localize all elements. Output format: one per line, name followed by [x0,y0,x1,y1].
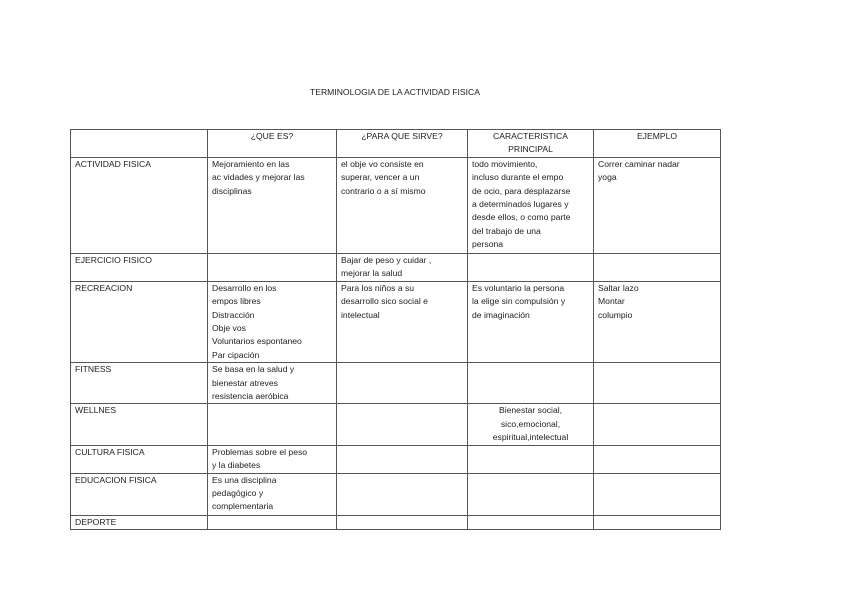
cell-que-es: Se basa en la salud y bienestar atreves resistencia aeróbica [208,363,337,404]
cell-para-que-sirve: Para los niños a su desarrollo sico social e intelectual [337,281,468,362]
cell-que-es [208,404,337,445]
cell-caracteristica [468,473,594,515]
cell-caracteristica: todo movimiento, incluso durante el empo de ocio, para desplazarse a determinados lugares y desde ellos, o como parte del trabajo de una persona [468,157,594,253]
cell-term: EDUCACION FISICA [71,473,208,515]
cell-para-que-sirve [337,515,468,529]
table-row [71,445,721,473]
cell-para-que-sirve [337,404,468,445]
cell-para-que-sirve [337,363,468,404]
cell-caracteristica [468,253,594,281]
cell-term: CULTURA FISICA [71,445,208,473]
cell-que-es: Es una disciplina pedagógico y complementaria [208,473,337,515]
cell-caracteristica: Es voluntario la persona la elige sin compulsión y de imaginación [468,281,594,362]
table-row [71,363,721,404]
cell-term: FITNESS [71,363,208,404]
cell-para-que-sirve: el obje vo consiste en superar, vencer a un contrario o a sí mismo [337,157,468,253]
terminology-table [70,129,721,530]
cell-term: EJERCICIO FISICO [71,253,208,281]
header-term [71,130,208,158]
table-row [71,404,721,445]
cell-para-que-sirve [337,445,468,473]
cell-term: WELLNES [71,404,208,445]
header-para-que-sirve: ¿PARA QUE SIRVE? [337,130,468,158]
cell-term: ACTIVIDAD FISICA [71,157,208,253]
header-ejemplo: EJEMPLO [594,130,721,158]
cell-ejemplo [594,445,721,473]
table-row [71,281,721,362]
cell-caracteristica [468,515,594,529]
cell-que-es: Desarrollo en los empos libres Distracción Obje vos Voluntarios espontaneo Par cipación [208,281,337,362]
cell-ejemplo: Saltar lazo Montar columpio [594,281,721,362]
cell-caracteristica [468,445,594,473]
cell-para-que-sirve: Bajar de peso y cuidar , mejorar la salud [337,253,468,281]
table-header-row [71,130,721,158]
cell-para-que-sirve [337,473,468,515]
cell-ejemplo [594,473,721,515]
table-row [71,473,721,515]
cell-que-es [208,253,337,281]
cell-term: RECREACION [71,281,208,362]
header-caracteristica: CARACTERISTICA PRINCIPAL [468,130,594,158]
cell-ejemplo [594,253,721,281]
table-row [71,515,721,529]
cell-que-es [208,515,337,529]
document-title: TERMINOLOGIA DE LA ACTIVIDAD FISICA [309,87,480,97]
cell-que-es: Problemas sobre el peso y la diabetes [208,445,337,473]
cell-ejemplo: Correr caminar nadar yoga [594,157,721,253]
table-row [71,157,721,253]
cell-ejemplo [594,515,721,529]
table-row [71,253,721,281]
header-que-es: ¿QUE ES? [208,130,337,158]
cell-caracteristica: Bienestar social, sico,emocional, espiritual,intelectual [468,404,594,445]
cell-term: DEPORTE [71,515,208,529]
cell-ejemplo [594,404,721,445]
cell-caracteristica [468,363,594,404]
cell-ejemplo [594,363,721,404]
cell-que-es: Mejoramiento en las ac vidades y mejorar las disciplinas [208,157,337,253]
